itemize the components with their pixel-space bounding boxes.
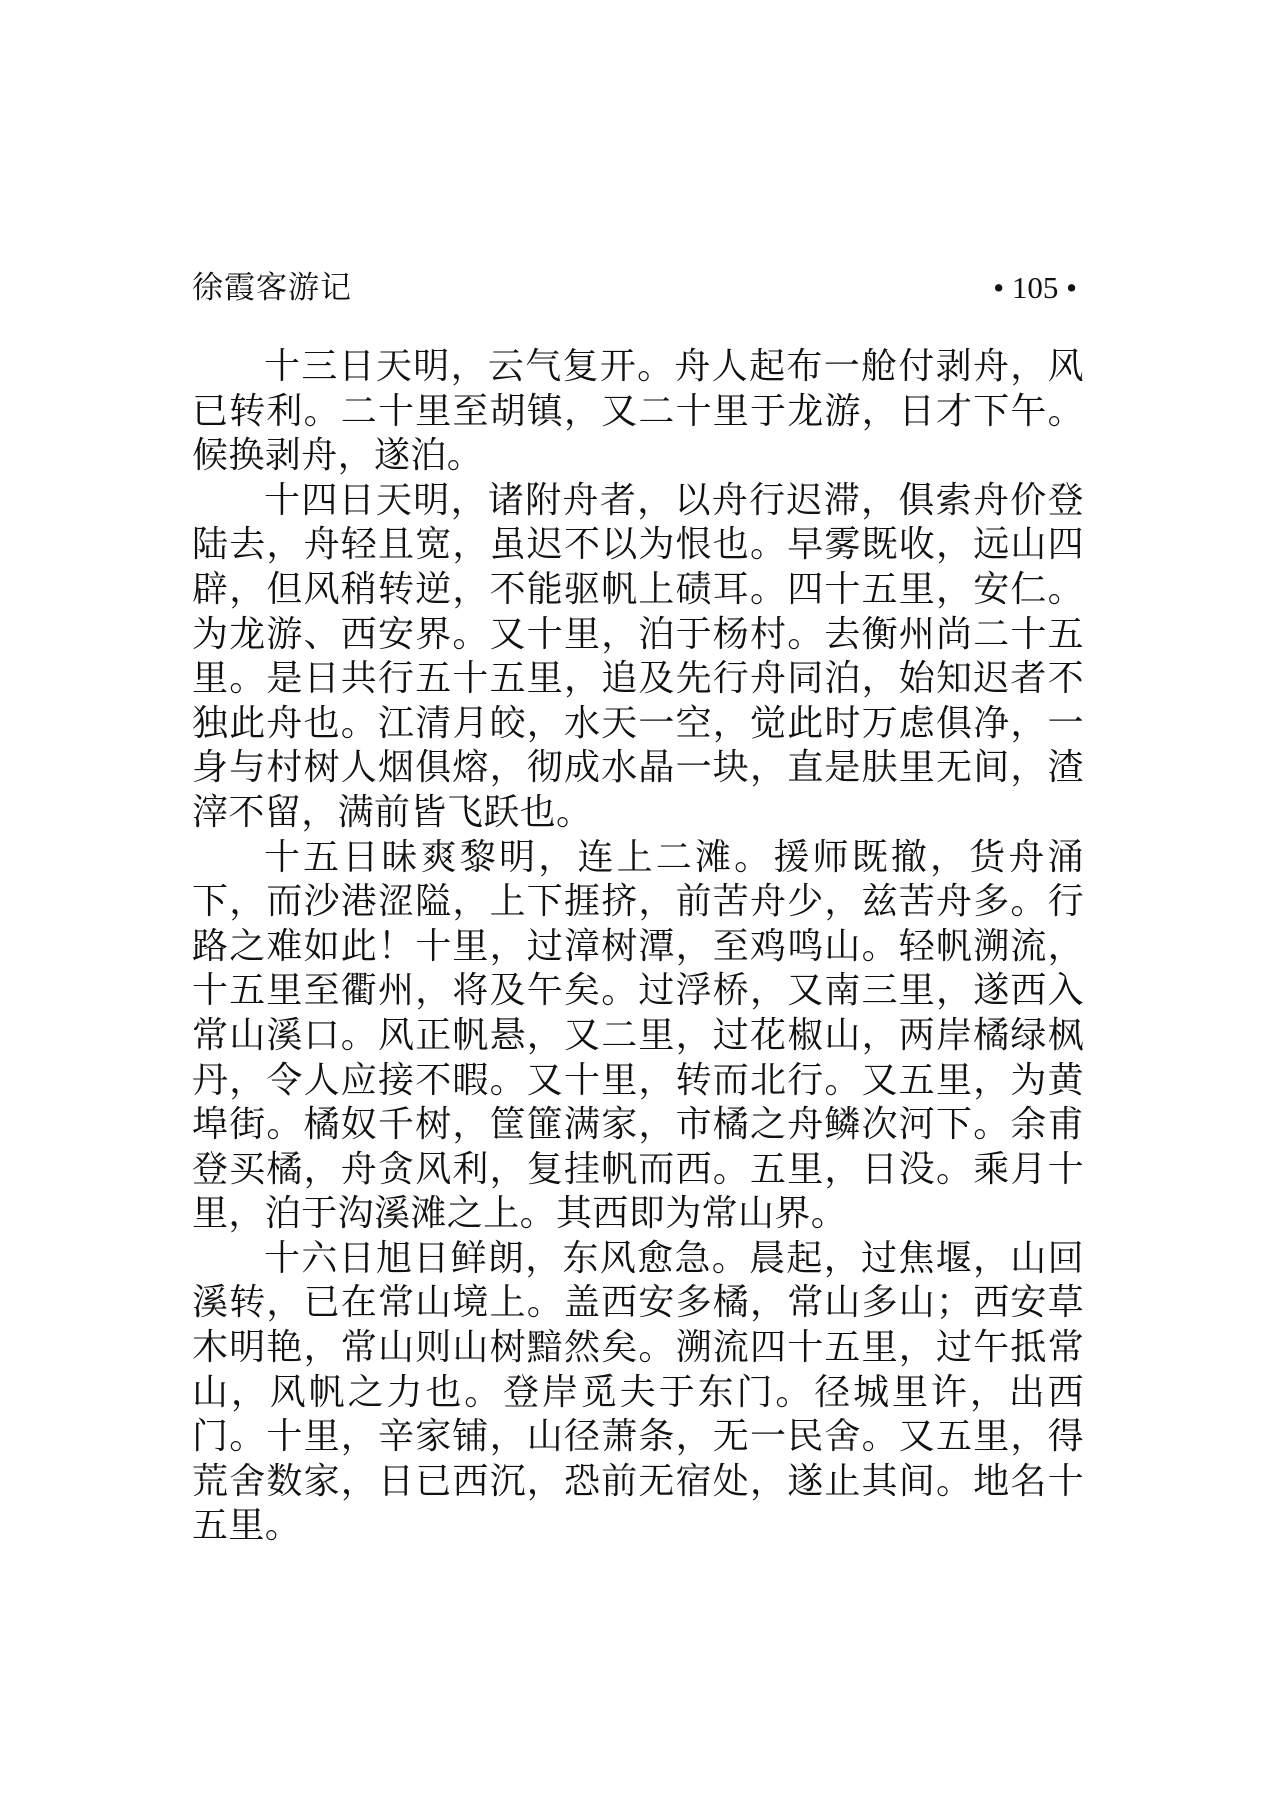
paragraph-day-13: 十三日天明，云气复开。舟人起布一舱付剥舟，风已转利。二十里至胡镇，又二十里于龙游，日才下午。候换剥舟，遂泊。: [192, 346, 1084, 477]
paragraph-day-16: 十六日旭日鲜朗，东风愈急。晨起，过焦堰，山回溪转，已在常山境上。盖西安多橘，常山多山；西安草木明艳，常山则山树黯然矣。溯流四十五里，过午抵常山，风帆之力也。登岸觅夫于东门。径城里许，出西门。十里，辛家铺，山径萧条，无一民舍。又五里，得荒舍数家，日已西沉，恐前无宿处，遂止其间。地名十五里。: [192, 1237, 1084, 1547]
page-number: • 105 •: [993, 270, 1077, 305]
paragraph-day-14: 十四日天明，诸附舟者，以舟行迟滞，俱索舟价登陆去，舟轻且宽，虽迟不以为恨也。早雾既收，远山四辟，但风稍转逆，不能驱帆上碛耳。四十五里，安仁。为龙游、西安界。又十里，泊于杨村。去衡州尚二十五里。是日共行五十五里，追及先行舟同泊，始知迟者不独此舟也。江清月皎，水天一空，觉此时万虑俱净，一身与村树人烟俱熔，彻成水晶一块，直是肤里无间，渣滓不留，满前皆飞跃也。: [192, 479, 1084, 833]
page-body: [192, 345, 1084, 1549]
paragraph-day-15: 十五日昧爽黎明，连上二滩。援师既撤，货舟涌下，而沙港涩隘，上下捱挤，前苦舟少，兹苦舟多。行路之难如此！十里，过漳树潭，至鸡鸣山。轻帆溯流，十五里至衢州，将及午矣。过浮桥，又南三里，遂西入常山溪口。风正帆悬，又二里，过花椒山，两岸橘绿枫丹，令人应接不暇。又十里，转而北行。又五里，为黄埠街。橘奴千树，筐篚满家，市橘之舟鳞次河下。余甫登买橘，舟贪风利，复挂帆而西。五里，日没。乘月十里，泊于沟溪滩之上。其西即为常山界。: [192, 836, 1084, 1235]
running-header: [192, 264, 1077, 312]
book-title: 徐霞客游记: [192, 270, 352, 306]
